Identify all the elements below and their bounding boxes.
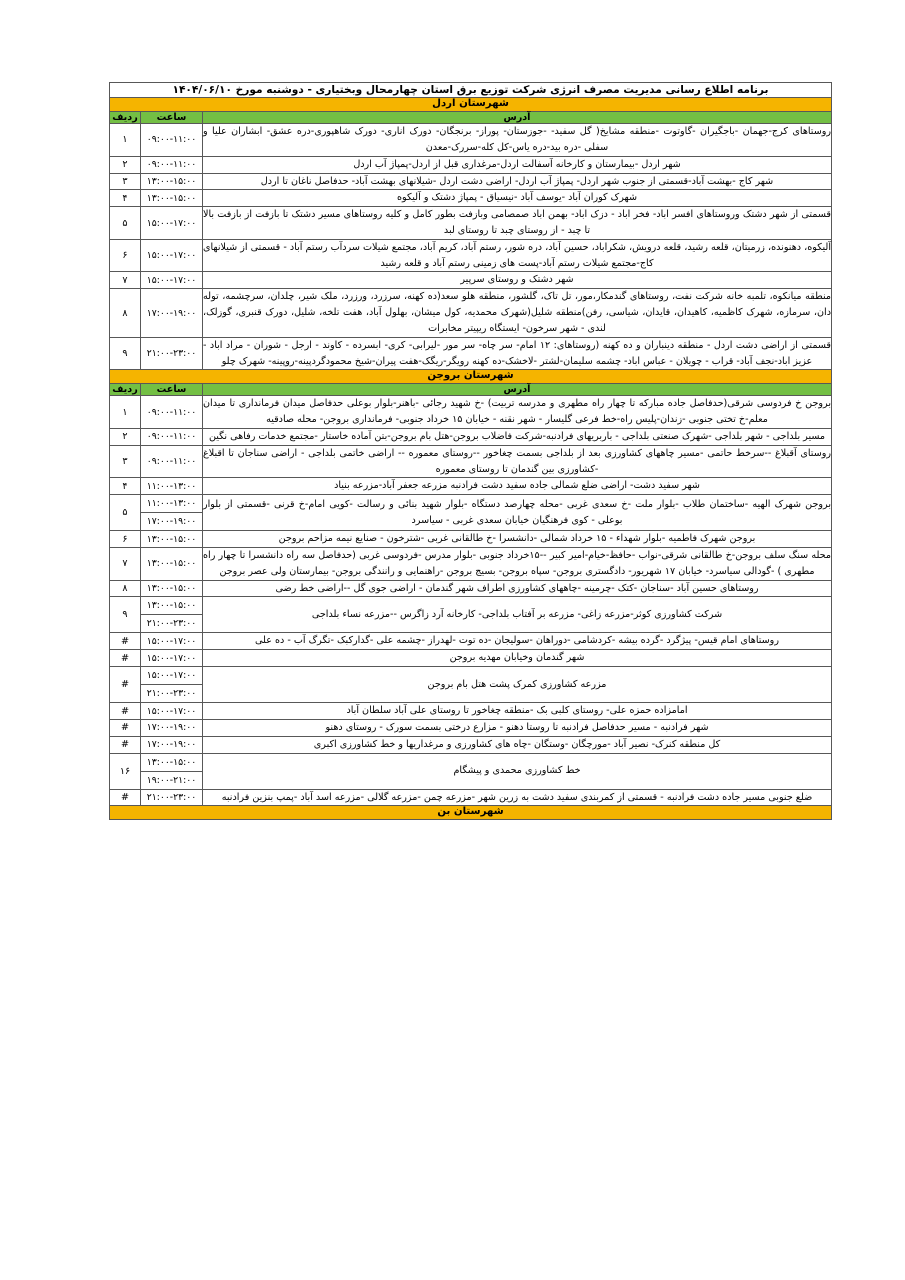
row-index: ۲ [109,428,140,445]
row-index: ۳ [109,445,140,478]
outage-time: ۱۳:۰۰-۱۵:۰۰ [141,531,203,548]
outage-address: شرکت کشاورزی کوثر-مزرعه زاغی- مزرعه بر آفتاب بلداجی- کارخانه آرد زاگرس --مزرعه نساء بلداجی [203,597,832,633]
outage-time: ۱۷:۰۰-۱۹:۰۰ [141,736,203,753]
outage-address: قسمتی از شهر دشتک وروستاهای افسر اباد- فخر اباد - دزک اباد- بهمن اباد صمصامی وبازفت بطور کامل و کلیه روستاهای مسیر دشتک تا بازفت از بازفت بالا تا چبد - از روستای چبد تا روستای لبد [203,207,832,240]
section-header-row [109,806,831,819]
table-row [109,531,831,548]
outage-time: ۱۷:۰۰-۱۹:۰۰ [141,289,203,337]
outage-time: ۱۳:۰۰-۱۵:۰۰ [146,756,197,768]
table-row [109,719,831,736]
row-index: ۵ [109,207,140,240]
column-header-time: ساعت [141,383,203,396]
table-row [109,337,831,370]
table-row [109,633,831,650]
table-row [109,272,831,289]
outage-time-group [141,495,203,531]
table-row [109,736,831,753]
outage-time: ۱۵:۰۰-۱۷:۰۰ [141,650,203,667]
table-row [109,239,831,272]
row-index: # [109,703,140,720]
document-title: برنامه اطلاع رسانی مدیریت مصرف انرژی شرکت توزیع برق استان چهارمحال وبختیاری - دوشنبه مورخ ۱۴۰۴/۰۶/۱۰ [109,83,831,98]
outage-address: شهر کاج -بهشت آباد-قسمتی از جنوب شهر اردل- پمپاژ آب اردل- اراضی دشت اردل -شیلانهای بهشت آباد- حدفاصل ناغان تا اردل [203,173,832,190]
row-index: # [109,650,140,667]
row-index: ۴ [109,478,140,495]
outage-address: آلیکوه، دهنونده، زرمیتان، قلعه رشید، قلعه درویش، شکراباد، حسین آباد، دره شور، رستم آباد، کریم آباد، مجتمع شیلات سردآب رستم آباد - قسمتی از شیلانهای کاج-مجتمع شیلات رستم آباد-پست های زمینی رستم آباد و قلعه رشید [203,239,832,272]
outage-address: مزرعه کشاورزی کمرک پشت هتل بام بروجن [203,667,832,703]
outage-address: بروجن خ فردوسی شرقی(حدفاصل جاده مبارکه تا چهار راه مطهری و مدرسه تربیت) -خ شهید رجائی -باهنر-بلوار بوعلی حدفاصل میدان فرمانداری تا میدان معلم-خ تختی جنوبی -زندان-پلیس راه-خط فرعی گلیسار - شهر نقنه - خیابان ۱۵ خرداد جنوبی- فرمانداری بروجن- محله صادقیه [203,396,832,429]
row-index: # [109,736,140,753]
outage-address: محله سنگ سلف بروجن-خ طالقانی شرقی-نواب -حافظ-خیام-امیر کبیر --۱۵خرداد جنوبی -بلوار مدرس -فردوسی غربی (حدفاصل سه راه دانشسرا تا چهار راه مطهری ) -گودالی سیاسرد- خیابان ۱۷ شهریور- دادگستری بروجن- سپاه بروجن- بسیج بروجن -راهنمایی و رانندگی بروجن- بیمارستان ولی عصر بروجن [203,547,832,580]
row-index: ۴ [109,190,140,207]
table-row [109,580,831,597]
table-row [109,597,831,633]
table-row [109,667,831,703]
outage-time: ۱۳:۰۰-۱۵:۰۰ [141,580,203,597]
outage-address: شهر سفید دشت- اراضی ضلع شمالی جاده سفید دشت فرادنبه مزرعه جعفر آباد-مزرعه بنیاد [203,478,832,495]
column-header-row [109,111,831,124]
outage-time: ۱۳:۰۰-۱۵:۰۰ [146,600,197,612]
row-index: ۸ [109,289,140,337]
outage-time: ۱۱:۰۰-۱۳:۰۰ [146,498,197,510]
outage-address: قسمتی از اراضی دشت اردل - منطقه دینباران و ده کهنه (روستاهای: ۱۲ امام- سر چاه- سر مور -لیرابی- کری- ابسرده - کاوند - ارجل - شوران - مراد اباد - عزیز اباد-نجف آباد- قراب - چویلان - عباس اباد- چشمه سلیمان-لشتر -لاخشک-ده کهنه رویگر-ریگک-هفت پیران-شیخ محمودگردپینه-روپینه- شهرک چلو [203,337,832,370]
outage-address: شهر فرادنبه - مسیر حدفاصل فرادنبه تا روستا دهنو - مزارع درختی بسمت سورک - روستای دهنو [203,719,832,736]
outage-time-group [141,667,203,703]
outage-time: ۱۳:۰۰-۱۵:۰۰ [141,173,203,190]
table-row [109,703,831,720]
row-index: ۶ [109,239,140,272]
outage-address: شهرک کوران آباد -یوسف آباد -نیسیاق - پمپاژ دشتک و آلیکوه [203,190,832,207]
section-header-row [109,370,831,383]
outage-time: ۱۵:۰۰-۱۷:۰۰ [141,239,203,272]
outage-address: شهر دشتک و روستای سرپیر [203,272,832,289]
table-row [109,547,831,580]
table-row [109,173,831,190]
outage-time: ۱۱:۰۰-۱۳:۰۰ [141,478,203,495]
outage-time: ۲۱:۰۰-۲۳:۰۰ [141,337,203,370]
outage-time-group [141,597,203,633]
outage-time: ۰۹:۰۰-۱۱:۰۰ [141,156,203,173]
outage-address: خط کشاورزی محمدی و پیشگام [203,753,832,789]
table-row [109,478,831,495]
outage-time: ۲۱:۰۰-۲۳:۰۰ [141,684,202,702]
outage-time-group [141,753,203,789]
table-row [109,207,831,240]
row-index: ۱۶ [109,753,140,789]
outage-address: روستای آقبلاغ --سرخط حاتمی -مسیر چاههای کشاورزی بعد از بلداجی بسمت چغاخور --روستای معموره -- اراضی خاتمی بلداجی - اراضی سناجان تا اقبلاغ -کشاورزی بین گندمان تا روستای معموره [203,445,832,478]
row-index: ۷ [109,272,140,289]
row-index: # [109,633,140,650]
row-index: ۹ [109,597,140,633]
row-index: ۵ [109,495,140,531]
outage-address: امامزاده حمزه علی- روستای کلبی بک -منطقه چغاخور تا روستای علی آباد سلطان آباد [203,703,832,720]
outage-address: ضلع جنوبی مسیر جاده دشت فرادنبه - قسمتی از کمربندی سفید دشت به زرین شهر -مزرعه چمن -مزرعه گلالی -مزرعه اسد آباد -پمپ بنزین فرادنبه [203,789,832,806]
outage-time: ۰۹:۰۰-۱۱:۰۰ [141,445,203,478]
row-index: ۳ [109,173,140,190]
table-row [109,156,831,173]
column-header-time: ساعت [141,111,203,124]
outage-time: ۱۳:۰۰-۱۵:۰۰ [141,547,203,580]
outage-address: شهر گندمان وخیابان مهدیه بروجن [203,650,832,667]
row-index: ۹ [109,337,140,370]
outage-time: ۱۵:۰۰-۱۷:۰۰ [141,633,203,650]
outage-schedule-sheet [110,82,832,820]
outage-time: ۱۵:۰۰-۱۷:۰۰ [141,272,203,289]
row-index: ۱ [109,124,140,157]
table-row [109,650,831,667]
outage-address: کل منطقه کنرک- نصیر آباد -مورچگان -وستگان -چاه های کشاورزی و مرغداریها و خط کشاورزی اکبری [203,736,832,753]
outage-time: ۱۹:۰۰-۲۱:۰۰ [141,771,202,789]
row-index: ۱ [109,396,140,429]
row-index: ۸ [109,580,140,597]
section-header-row [109,98,831,111]
column-header-address: آدرس [203,383,832,396]
table-row [109,495,831,531]
outage-address: بروجن شهرک الهیه -ساختمان طلاب -بلوار ملت -خ سعدی غربی -محله چهارصد دستگاه -بلوار شهید بنائی و رسالت -کویی امام-خ قرنی -قسمتی از بلوار بوعلی - کوی فرهنگیان خیابان سعدی غربی - سیاسرد [203,495,832,531]
table-row [109,428,831,445]
title-row [109,83,831,98]
row-index: # [109,789,140,806]
row-index: ۶ [109,531,140,548]
row-index: # [109,719,140,736]
outage-time: ۱۵:۰۰-۱۷:۰۰ [146,670,197,682]
outage-address: روستاهای کرج-جهمان -باجگیران -گاوتوت -منطقه مشایخ( گل سفید- -جوزستان- پوراز- برنجگان- دورک اناری- دورک شاهپوری-دره عشق- ابشاران علیا و سفلی -دره بید-دره یاس-کل کله-سررک-معدن [203,124,832,157]
table-row [109,753,831,789]
outage-schedule-table [109,82,832,820]
outage-address: روستاهای حسین آباد -سناجان -کتک -چرمینه -چاههای کشاورزی اطراف شهر گندمان - اراضی جوی گل --اراضی خط رضی [203,580,832,597]
outage-time: ۲۱:۰۰-۲۳:۰۰ [141,614,202,632]
outage-time: ۱۷:۰۰-۱۹:۰۰ [141,719,203,736]
section-title: شهرستان بروجن [109,370,831,383]
column-header-address: آدرس [203,111,832,124]
outage-address: شهر اردل -بیمارستان و کارخانه آسفالت اردل-مرغداری قبل از اردل-پمپاژ آب اردل [203,156,832,173]
table-row [109,289,831,337]
outage-address: منطقه میانکوه، تلمبه خانه شرکت نفت، روستاهای گندمکار،مور، تل تاک، گلشور، منطقه هلو سعد(ده کهنه، سرزرد، ورزرد، ملک شیر، چلدان، سرچشمه، توله دان، سرمازه، شهرک کاظمیه، کاهیدان، قایدان، شیاسی، رفن)منطقه شلیل(شهرک محمدیه، کول میشان، بهلول آباد، هفت تلخه، شلیل، دورک قنبری، گوزلک، لندی - شهر سرخون- ایستگاه ریپیتر مخابرات [203,289,832,337]
outage-address: بروجن شهرک فاطمیه -بلوار شهداء - ۱۵ خرداد شمالی -دانشسرا -خ طالقانی غربی -شترخون - صنایع نیمه مزاحم بروجن [203,531,832,548]
table-row [109,396,831,429]
outage-time: ۱۵:۰۰-۱۷:۰۰ [141,703,203,720]
row-index: ۲ [109,156,140,173]
section-title: شهرستان بن [109,806,831,819]
outage-address: مسیر بلداجی - شهر بلداجی -شهرک صنعتی بلداجی - باربریهای فرادنبه-شرکت فاضلاب بروجن-هتل بام بروجن-بتن آماده خاستار -مجتمع خدمات رفاهی نگین [203,428,832,445]
outage-time: ۱۷:۰۰-۱۹:۰۰ [141,512,202,530]
row-index: ۷ [109,547,140,580]
outage-time: ۰۹:۰۰-۱۱:۰۰ [141,428,203,445]
outage-time: ۱۳:۰۰-۱۵:۰۰ [141,190,203,207]
section-title: شهرستان اردل [109,98,831,111]
outage-time: ۰۹:۰۰-۱۱:۰۰ [141,396,203,429]
table-row [109,190,831,207]
table-row [109,789,831,806]
column-header-index: ردیف [109,111,140,124]
table-row [109,445,831,478]
row-index: # [109,667,140,703]
outage-time: ۲۱:۰۰-۲۳:۰۰ [141,789,203,806]
column-header-index: ردیف [109,383,140,396]
outage-time: ۰۹:۰۰-۱۱:۰۰ [141,124,203,157]
outage-address: روستاهای امام قیس- پیژگرد -گرده بیشه -کردشامی -دوراهان -سولیجان -ده توت -لهدراز -چشمه علی -گدارکبک -تگرگ آب - ده علی [203,633,832,650]
outage-time: ۱۵:۰۰-۱۷:۰۰ [141,207,203,240]
column-header-row [109,383,831,396]
table-row [109,124,831,157]
